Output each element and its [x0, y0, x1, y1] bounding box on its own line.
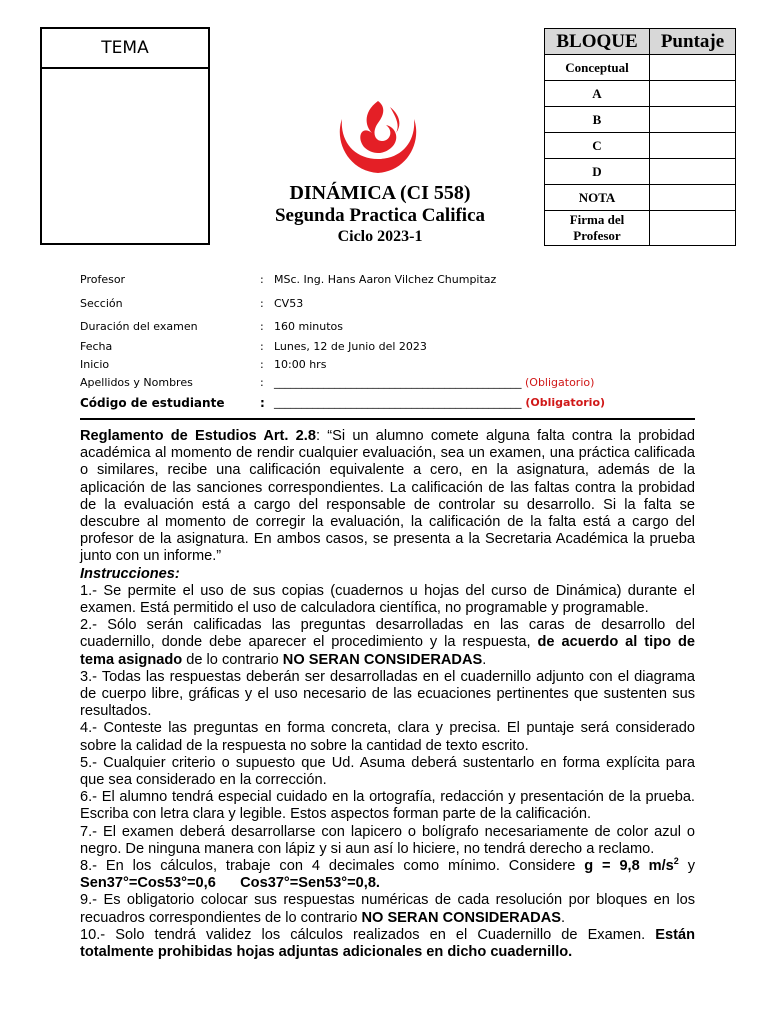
info-label: Código de estudiante [80, 396, 225, 410]
info-label: Fecha [80, 340, 113, 353]
score-cell[interactable] [650, 133, 736, 159]
score-cell[interactable] [650, 81, 736, 107]
info-value: CV53 [274, 297, 304, 310]
info-value: Lunes, 12 de Junio del 2023 [274, 340, 427, 353]
score-row-label: D [545, 159, 650, 185]
score-row [545, 211, 736, 246]
signature-line-1: Firma del [569, 212, 625, 227]
instructions-title: Instrucciones: [80, 565, 180, 582]
cycle-title: Ciclo 2023-1 [337, 228, 423, 245]
info-label: Apellidos y Nombres [80, 376, 193, 389]
code-field-line: _____________________________________________ [274, 396, 522, 409]
course-title: DINÁMICA (CI 558) [289, 182, 471, 204]
info-colon: : [260, 340, 264, 353]
score-cell[interactable] [650, 185, 736, 211]
reglamento-title: Reglamento de Estudios Art. 2.8 [80, 428, 316, 444]
info-label: Duración del examen [80, 320, 198, 333]
code-field[interactable] [274, 396, 605, 409]
instruction-10 [80, 927, 695, 961]
signature-cell[interactable] [650, 211, 736, 246]
score-header-puntaje: Puntaje [650, 29, 736, 55]
score-row-label: A [545, 81, 650, 107]
info-colon: : [260, 297, 264, 310]
score-cell[interactable] [650, 107, 736, 133]
info-colon: : [260, 358, 264, 371]
exam-title: Segunda Practica Califica [274, 205, 486, 226]
info-value: 10:00 hrs [274, 358, 327, 371]
name-field[interactable] [274, 376, 594, 389]
instruction-3: 3.- Todas las respuestas deberán ser desarrolladas en el cuadernillo adjunto con el diagrama de cuerpo libre, gráficas y el uso necesario de las ecuaciones pertinentes que sustenten sus resultados. [80, 668, 695, 720]
required-note: (Obligatorio) [525, 376, 595, 389]
signature-line-2: Profesor [573, 228, 621, 243]
instruction-2-bold: NO SERAN CONSIDERADAS [282, 651, 483, 668]
info-colon: : [260, 376, 264, 389]
info-colon: : [260, 320, 264, 333]
score-row-label: Conceptual [545, 55, 650, 81]
instruction-10-text: 10.- Solo tendrá validez los cálculos realizados en el Cuadernillo de Examen. [80, 926, 656, 943]
tema-label: TEMA [42, 29, 208, 69]
score-header-bloque: BLOQUE [545, 29, 650, 55]
instruction-8-text: y [678, 858, 695, 875]
instruction-5: 5.- Cualquier criterio o supuesto que Ud. Asuma deberá sustentarlo en forma explícita para que sea considerado en la corrección. [80, 754, 695, 789]
score-row [545, 133, 736, 159]
info-value: MSc. Ing. Hans Aaron Vilchez Chumpitaz [274, 273, 497, 286]
instruction-9-text: . [560, 909, 566, 926]
info-colon: : [260, 396, 265, 410]
instruction-2-text: 2.- Sólo serán calificadas las preguntas desarrolladas en las caras de desarrollo del cuadernillo, donde debe aparecer el procedimiento y la respuesta, [80, 617, 695, 651]
instruction-2-text: . [482, 651, 487, 668]
instruction-10-bold: Están totalmente prohibidas hojas adjuntas adicionales en dicho cuadernillo. [80, 926, 695, 961]
instruction-4: 4.- Conteste las preguntas en forma concreta, clara y precisa. El puntaje será considerado sobre la calidad de la respuesta no sobre la cantidad de texto escrito. [80, 720, 695, 754]
instruction-9-bold: NO SERAN CONSIDERADAS [361, 909, 561, 926]
reglamento-text: : “Si un alumno comete alguna falta contra la probidad académica al momento de rendir cualquier evaluación, sea un examen, una práctica calificada o similares, recibe una calificación equivalente a cero, en la asignatura, además de la aplicación de las sanciones correspondientes. La calificación de las faltas contra la probidad de la evaluación está a cargo del responsable de controlar su desarrollo. Si la falta se descubre al momento de corregir la evaluación, la calificación de la falta está a cargo del profesor de la asignatura. En ambos casos, se presenta a la Secretaria Académica la prueba junto con un informe.” [80, 428, 695, 565]
reglamento-paragraph [80, 428, 695, 566]
name-field-line: _____________________________________________ [274, 376, 522, 389]
score-table [544, 28, 736, 246]
score-row [545, 159, 736, 185]
instruction-2-bold: de acuerdo al tipo de tema asignado [80, 634, 695, 668]
score-cell[interactable] [650, 159, 736, 185]
exam-body [80, 428, 695, 961]
info-colon: : [260, 273, 264, 286]
instruction-2-text: de lo contrario [182, 651, 283, 668]
required-note: (Obligatorio) [525, 396, 606, 409]
instruction-2 [80, 617, 695, 669]
info-label: Inicio [80, 358, 110, 371]
info-label: Sección [80, 297, 123, 310]
trig-values: Sen37°=Cos53°=0,6 Cos37°=Sen53°=0,8. [80, 875, 380, 892]
score-row [545, 81, 736, 107]
info-label: Profesor [80, 273, 126, 286]
score-row-label-signature [545, 211, 650, 246]
score-row-label: B [545, 107, 650, 133]
tema-box [40, 27, 210, 245]
instruction-1: 1.- Se permite el uso de sus copias (cuadernos u hojas del curso de Dinámica) durante el examen. Está permitido el uso de calculadora científica, no programable y programable. [80, 582, 695, 617]
instruction-9-text: 9.- Es obligatorio colocar sus respuestas numéricas de cada resolución por bloques en los recuadros correspondientes de lo contrario [80, 892, 695, 926]
score-row-label: C [545, 133, 650, 159]
score-row [545, 107, 736, 133]
info-value: 160 minutos [274, 320, 343, 333]
instruction-7: 7.- El examen deberá desarrollarse con lapicero o bolígrafo necesariamente de color azul o negro. De ninguna manera con lápiz y si aun así lo hiciere, no tendrá derecho a reclamo. [80, 823, 695, 857]
upc-flame-logo [334, 97, 422, 175]
score-row-label: NOTA [545, 185, 650, 211]
gravity-value: g = 9,8 m/s [584, 858, 674, 875]
instruction-8 [80, 858, 695, 892]
divider [80, 418, 695, 420]
exponent: 2 [673, 856, 679, 867]
instruction-9 [80, 892, 695, 926]
score-row [545, 55, 736, 81]
instruction-6: 6.- El alumno tendrá especial cuidado en la ortografía, redacción y presentación de la prueba. Escriba con letra clara y legible. Estos aspectos forman parte de la calificación. [80, 789, 695, 823]
score-row [545, 185, 736, 211]
instruction-8-text: 8.- En los cálculos, trabaje con 4 decimales como mínimo. Considere [80, 858, 585, 875]
score-cell[interactable] [650, 55, 736, 81]
